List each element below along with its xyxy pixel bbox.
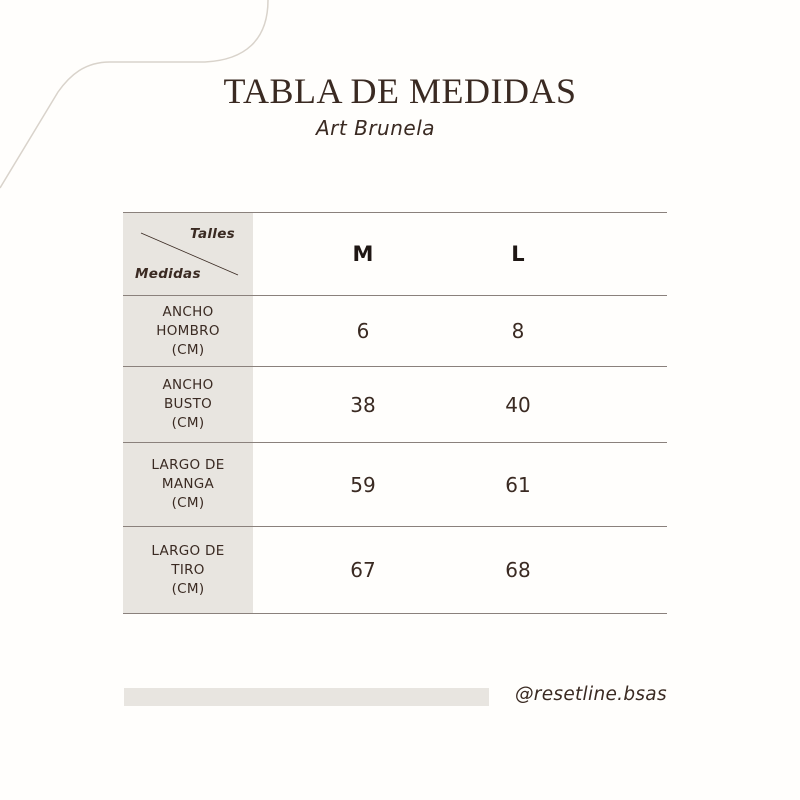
row-label: LARGO DE TIRO (CM) <box>123 527 253 614</box>
size-header-m: M <box>352 242 374 266</box>
table-row <box>123 443 667 527</box>
value-m: 59 <box>350 472 376 497</box>
row-label: ANCHO HOMBRO (CM) <box>123 296 253 367</box>
value-m: 38 <box>350 392 376 417</box>
table-header-row <box>123 213 667 296</box>
page-title: TABLA DE MEDIDAS <box>223 71 577 111</box>
product-name: Art Brunela <box>316 116 436 140</box>
value-l: 68 <box>505 558 531 582</box>
row-label: ANCHO BUSTO (CM) <box>123 367 253 443</box>
value-l: 40 <box>505 392 531 417</box>
size-header-l: L <box>511 242 525 266</box>
talles-label: Talles <box>190 226 235 242</box>
value-l: 8 <box>511 319 525 343</box>
footer-bar <box>124 688 489 706</box>
table-row <box>123 367 667 443</box>
size-table <box>123 212 667 614</box>
value-m: 6 <box>356 319 370 343</box>
medidas-label: Medidas <box>135 266 201 282</box>
value-m: 67 <box>350 558 376 582</box>
empty-header-cell <box>563 213 667 296</box>
table-row <box>123 527 667 614</box>
size-chart <box>123 212 667 614</box>
row-label: LARGO DE MANGA (CM) <box>123 443 253 527</box>
table-row <box>123 296 667 367</box>
social-handle: @resetline.bsas <box>515 684 667 705</box>
value-l: 61 <box>505 472 531 497</box>
corner-header <box>123 213 253 296</box>
